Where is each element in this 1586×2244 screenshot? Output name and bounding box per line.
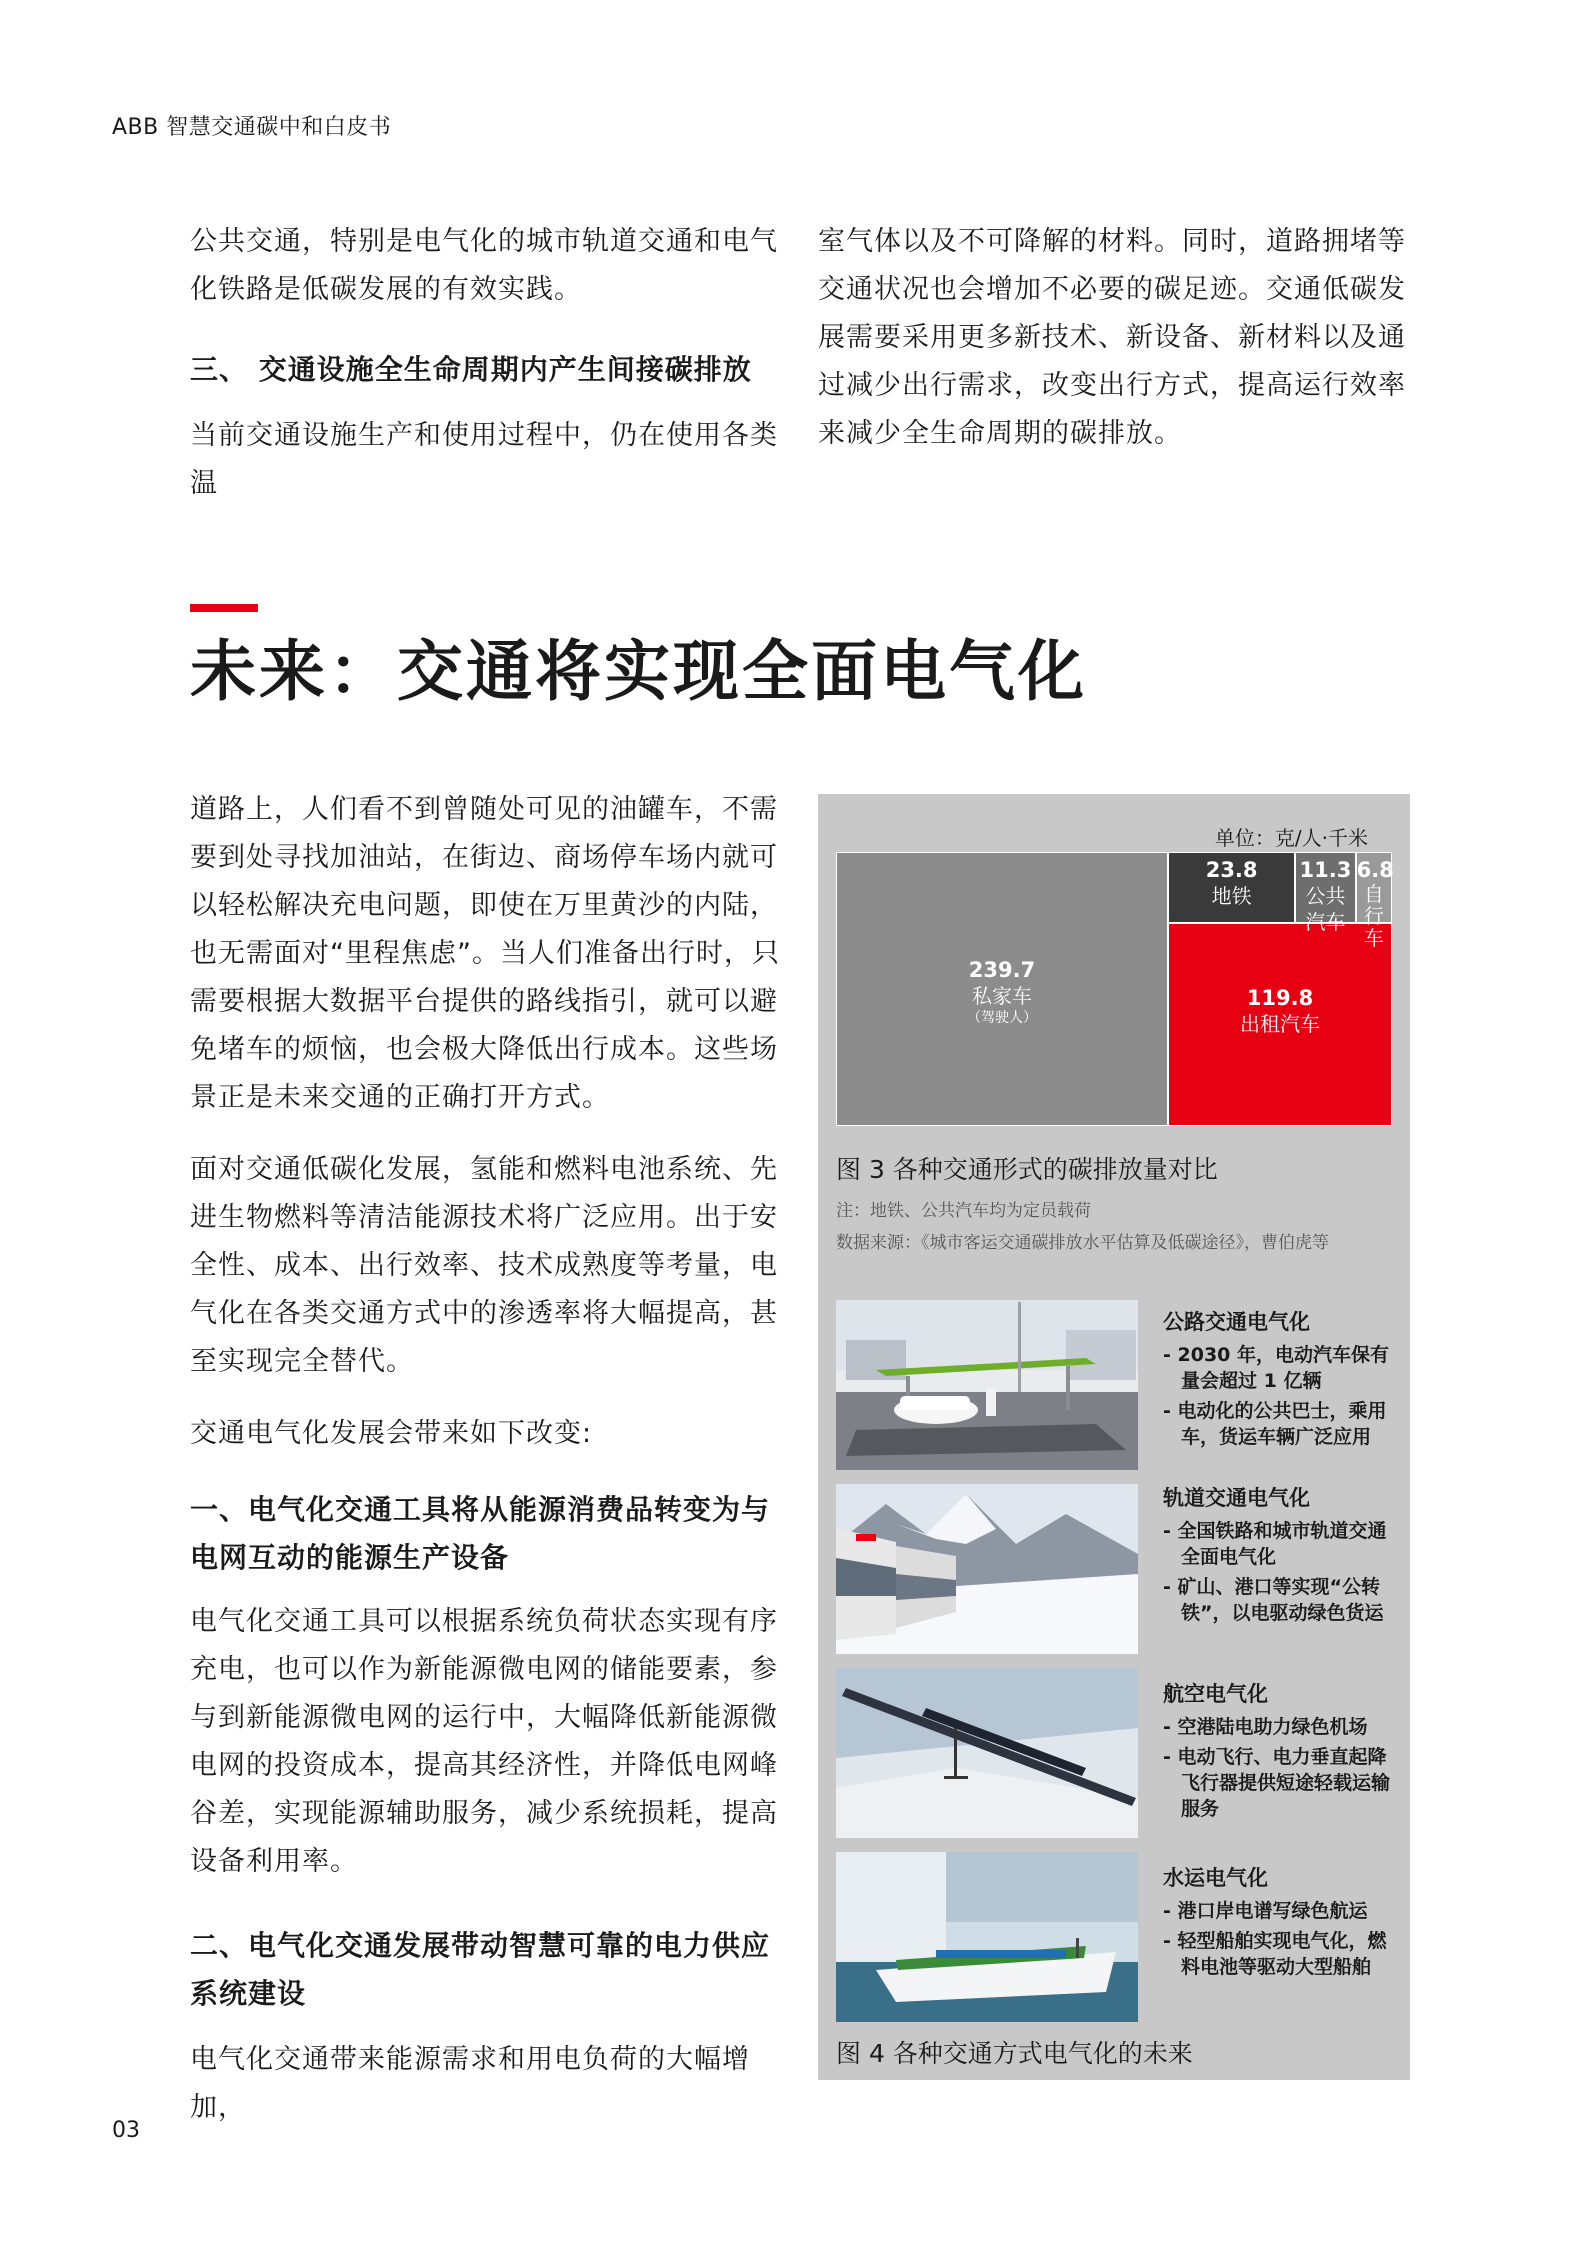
road-electrification-block [1163,1306,1403,1454]
private-car-label: 私家车 [972,984,1032,1009]
running-header: ABB 智慧交通碳中和白皮书 [112,115,392,140]
bus-label: 公共汽车 [1305,884,1346,934]
body-heading-1: 一、电气化交通工具将从能源消费品转变为与电网互动的能源生产设备 [190,1493,771,1574]
treemap-cell-bus [1295,852,1355,934]
waterway-electrification-block [1163,1862,1403,1984]
top-right-paragraph: 室气体以及不可降解的材料。同时，道路拥堵等交通状况也会增加不必要的碳足迹。交通低碳发展需要采用更多新技术、新设备、新材料以及通过减少出行需求，改变出行方式，提高运行效率来减少全生命周期的碳排放。 [818,226,1406,449]
body-paragraph-2: 面对交通低碳化发展，氢能和燃料电池系统、先进生物燃料等清洁能源技术将广泛应用。出于安全性、成本、出行效率、技术成熟度等考量，电气化在各类交通方式中的渗透率将大幅提高，甚至实现完全替代。 [190,1154,778,1377]
bicycle-label: 自行车 [1363,882,1384,950]
treemap-cell-bicycle [1356,852,1394,950]
electric-ferry-image [836,1852,1138,2022]
aviation-electrification-item-1: - 空港陆电助力绿色机场 [1163,1716,1368,1738]
aviation-electrification-item-2: - 电动飞行、电力垂直起降飞行器提供短途轻载运输服务 [1163,1746,1391,1820]
rail-electrification-item-2: - 矿山、港口等实现“公转铁”，以电驱动绿色货运 [1163,1576,1384,1624]
subheading-indirect-emissions: 三、 交通设施全生命周期内产生间接碳排放 [190,353,752,386]
ev-charging-station-image [836,1300,1138,1470]
carbon-emission-treemap [836,852,1392,1126]
figure-3-source: 数据来源：《城市客运交通碳排放水平估算及低碳途径》，曹伯虎等 [836,1233,1329,1253]
private-car-sublabel: （驾驶人） [967,1010,1037,1027]
taxi-label: 出租汽车 [1240,1011,1320,1036]
body-heading-2: 二、电气化交通发展带动智慧可靠的电力供应系统建设 [190,1929,771,2010]
rail-electrification-title: 轨道交通电气化 [1163,1486,1310,1510]
rail-electrification-block [1163,1482,1403,1630]
treemap-cell-taxi [1168,923,1392,1126]
aviation-electrification-title: 航空电气化 [1163,1682,1268,1706]
metro-value: 23.8 [1205,858,1258,882]
waterway-electrification-title: 水运电气化 [1163,1866,1268,1890]
figure-panel [818,794,1410,2080]
body-paragraph-5: 电气化交通带来能源需求和用电负荷的大幅增加， [190,2044,750,2123]
private-car-value: 239.7 [968,958,1036,983]
chart-unit-label: 单位：克/人·千米 [1214,826,1368,850]
page-number: 03 [112,2118,140,2143]
road-electrification-item-2: - 电动化的公共巴士，乘用车，货运车辆广泛应用 [1163,1400,1387,1448]
body-paragraph-1: 道路上，人们看不到曾随处可见的油罐车，不需要到处寻找加油站，在街边、商场停车场内就可以轻松解决充电问题，即使在万里黄沙的内陆，也无需面对“里程焦虑”。当人们准备出行时，只需要根据大数据平台提供的路线指引，就可以避免堵车的烦恼，也会极大降低出行成本。这些场景正是未来交通的正确打开方式。 [190,794,780,1113]
body-paragraph-4: 电气化交通工具可以根据系统负荷状态实现有序充电，也可以作为新能源微电网的储能要素，参与到新能源微电网的运行中，大幅降低新能源微电网的投资成本，提高其经济性，并降低电网峰谷差，实现能源辅助服务，减少系统损耗，提高设备利用率。 [190,1606,778,1877]
body-paragraph-3: 交通电气化发展会带来如下改变: [190,1418,593,1449]
treemap-cell-metro [1168,852,1295,923]
waterway-electrification-item-1: - 港口岸电谱写绿色航运 [1163,1900,1368,1922]
top-left-paragraph-1: 公共交通，特别是电气化的城市轨道交通和电气化铁路是低碳发展的有效实践。 [190,226,778,305]
bus-value: 11.3 [1299,858,1352,882]
waterway-electrification-item-2: - 轻型船舶实现电气化，燃料电池等驱动大型船舶 [1163,1930,1387,1978]
figure-3-caption: 图 3 各种交通形式的碳排放量对比 [836,1155,1218,1184]
bicycle-value: 6.8 [1356,858,1394,882]
solar-aircraft-image [836,1668,1138,1838]
road-electrification-title: 公路交通电气化 [1163,1310,1310,1334]
treemap-cell-private-car [836,852,1168,1126]
road-electrification-item-1: - 2030 年，电动汽车保有量会超过 1 亿辆 [1163,1344,1389,1392]
metro-label: 地铁 [1211,884,1252,908]
figure-3-note: 注：地铁、公共汽车均为定员载荷 [836,1201,1091,1221]
section-title: 未来：交通将实现全面电气化 [190,633,1087,710]
aviation-electrification-block [1163,1678,1403,1826]
taxi-value: 119.8 [1246,985,1314,1010]
section-accent-bar [190,604,258,612]
electric-train-image [836,1484,1138,1654]
rail-electrification-item-1: - 全国铁路和城市轨道交通全面电气化 [1163,1520,1387,1568]
figure-4-caption: 图 4 各种交通方式电气化的未来 [836,2039,1193,2068]
top-left-paragraph-2: 当前交通设施生产和使用过程中，仍在使用各类温 [190,420,778,499]
